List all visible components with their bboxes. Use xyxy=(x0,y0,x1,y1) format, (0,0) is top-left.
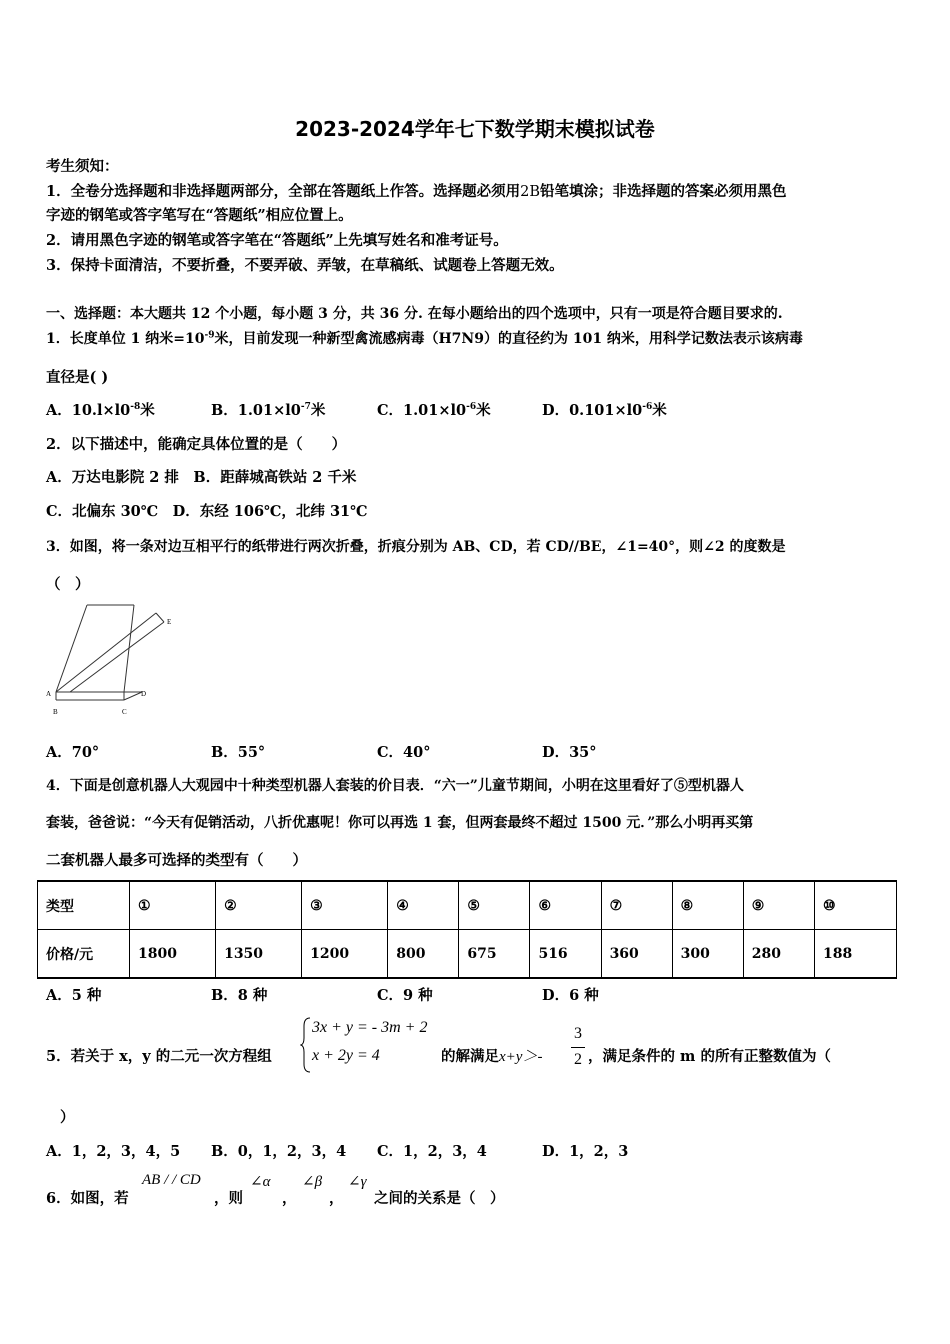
notice-item-1 xyxy=(46,180,786,201)
q5-mid xyxy=(441,1045,542,1066)
table-cell: ⑩ xyxy=(815,881,897,930)
q1-option-b xyxy=(211,399,325,420)
q3-stem: 3．如图，将一条对边互相平行的纸带进行两次折叠，折痕分别为 AB、CD，若 CD//BE，∠1=40°，则∠2 的度数是 xyxy=(46,539,786,555)
table-cell: 1800 xyxy=(130,930,216,979)
table-cell: ④ xyxy=(388,881,459,930)
table-cell: ⑥ xyxy=(530,881,601,930)
table-cell: ① xyxy=(130,881,216,930)
table-cell: 188 xyxy=(815,930,897,979)
q3-option-c: C．40° xyxy=(377,744,431,761)
q2-options-cd: C．北偏东 30℃ D．东经 106℃，北纬 31℃ xyxy=(46,503,368,520)
table-cell: ⑦ xyxy=(601,881,672,930)
q6-angle-gamma: ∠γ xyxy=(348,1174,367,1190)
q5-option-b: B．0，1，2，3，4 xyxy=(211,1143,347,1160)
table-cell: ③ xyxy=(302,881,388,930)
q1-option-c xyxy=(377,399,491,420)
q1-option-d-exp: -6 xyxy=(642,402,653,413)
q5-tail: ，满足条件的 m 的所有正整数值为（ xyxy=(588,1048,831,1065)
table-row xyxy=(38,881,897,930)
q1-option-b-unit: 米 xyxy=(310,402,326,419)
q1-option-a-unit: 米 xyxy=(140,402,155,419)
q5-option-d: D．1，2，3 xyxy=(542,1143,629,1160)
q4-stem-cont: 套装，爸爸说：“今天有促销活动，八折优惠呢！你可以再选 1 套，但两套最终不超过 1500 元．”那么小明再买第 xyxy=(46,815,754,831)
q1-option-d-text: D．0.101×l0 xyxy=(542,402,643,419)
q5-option-c: C．1，2，3，4 xyxy=(377,1143,487,1160)
q5-equation-1: 3x + y = - 3m + 2 xyxy=(312,1019,428,1036)
q1-option-d xyxy=(542,399,667,420)
q1-option-b-text: B．1.01×l0 xyxy=(211,402,301,419)
section-1-heading: 一、选择题：本大题共 12 个小题，每小题 3 分，共 36 分. 在每小题给出的四个选项中，只有一项是符合题目要求的. xyxy=(46,306,783,322)
notice-item-3: 3．保持卡面清洁，不要折叠，不要弄破、弄皱，在草稿纸、试题卷上答题无效。 xyxy=(46,257,564,274)
q4-option-d: D．6 种 xyxy=(542,987,599,1004)
table-cell: 280 xyxy=(743,930,814,979)
q2-options-ab: A．万达电影院 2 排 B．距薛城高铁站 2 千米 xyxy=(46,469,357,486)
notice-item-1-c: 铅笔填涂；非选择题的答案必须用黑色 xyxy=(539,183,787,200)
notice-item-1-a: 1．全卷分选择题和非选择题两部分，全部在答题纸上作答。选择题必须用 xyxy=(46,183,521,200)
q5-option-a: A．1，2，3，4，5 xyxy=(46,1143,181,1160)
table-cell: 300 xyxy=(672,930,743,979)
table-cell: ② xyxy=(216,881,302,930)
notice-item-1-cont: 字迹的钢笔或答字笔写在“答题纸”相应位置上。 xyxy=(46,207,353,224)
q6-comma-2: ， xyxy=(329,1190,344,1207)
table-cell: ⑤ xyxy=(459,881,530,930)
q4-option-b: B．8 种 xyxy=(211,987,268,1004)
q4-option-c: C．9 种 xyxy=(377,987,433,1004)
q3-option-d: D．35° xyxy=(542,744,597,761)
table-cell: 1200 xyxy=(302,930,388,979)
table-cell: 1350 xyxy=(216,930,302,979)
q4-stem: 4．下面是创意机器人大观园中十种类型机器人套装的价目表．“六一”儿童节期间，小明在这里看好了⑤型机器人 xyxy=(46,778,744,794)
q1-stem xyxy=(46,328,803,348)
q1-option-b-exp: -7 xyxy=(300,402,311,413)
q1-stem-cont: 直径是( ) xyxy=(46,369,109,386)
q3-paren: （ ） xyxy=(46,576,90,593)
q6-relation: AB / / CD xyxy=(142,1172,201,1188)
q3-label-c: C xyxy=(122,708,127,716)
q5-condition: x+y＞- xyxy=(499,1049,543,1065)
q3-label-a: A xyxy=(46,690,52,698)
q6-angle-alpha: ∠α xyxy=(250,1174,271,1190)
table-cell: 360 xyxy=(601,930,672,979)
q1-option-d-unit: 米 xyxy=(652,402,667,419)
q3-option-a: A．70° xyxy=(46,744,100,761)
table-cell: 516 xyxy=(530,930,601,979)
table-row xyxy=(38,930,897,979)
q3-label-b: B xyxy=(53,708,58,716)
notice-heading: 考生须知： xyxy=(46,158,119,175)
table-cell: ⑨ xyxy=(743,881,814,930)
q5-close-paren: ） xyxy=(60,1109,75,1126)
q1-option-a-text: A．10.l×l0 xyxy=(46,402,131,419)
q5-fraction-denominator: 2 xyxy=(574,1051,582,1068)
q3-label-e: E xyxy=(167,618,172,626)
q6-tail: 之间的关系是（ ） xyxy=(374,1190,505,1207)
q5-stem: 5．若关于 x，y 的二元一次方程组 xyxy=(46,1048,272,1065)
table-header-cell: 价格/元 xyxy=(38,930,130,979)
q5-fraction-numerator: 3 xyxy=(574,1025,582,1042)
q5-brace xyxy=(300,1016,312,1074)
table-cell: 675 xyxy=(459,930,530,979)
q1-option-c-unit: 米 xyxy=(476,402,491,419)
q1-stem-b: 米，目前发现一种新型禽流感病毒（H7N9）的直径约为 101 纳米，用科学记数法表示该病毒 xyxy=(214,331,803,347)
notice-item-1-b: 2B xyxy=(520,184,540,200)
q6-stem: 6．如图，若 xyxy=(46,1190,129,1207)
q6-then: ，则 xyxy=(214,1190,243,1207)
q1-option-a xyxy=(46,399,155,420)
q3-label-d: D xyxy=(141,690,147,698)
q6-comma-1: ， xyxy=(282,1190,297,1207)
q4-stem-cont-2: 二套机器人最多可选择的类型有（ ） xyxy=(46,852,307,869)
q3-figure xyxy=(44,600,184,720)
q1-exp: -9 xyxy=(204,330,215,341)
table-cell: ⑧ xyxy=(672,881,743,930)
q3-option-b: B．55° xyxy=(211,744,266,761)
q5-equation-2: x + 2y = 4 xyxy=(312,1047,380,1064)
q6-angle-beta: ∠β xyxy=(302,1174,323,1190)
q5-fraction-bar xyxy=(571,1047,585,1048)
table-cell: 800 xyxy=(388,930,459,979)
q1-option-c-text: C．1.01×l0 xyxy=(377,402,467,419)
page-title: 2023-2024学年七下数学期末模拟试卷 xyxy=(295,117,655,141)
q1-option-a-exp: -8 xyxy=(130,402,141,413)
notice-item-2: 2．请用黑色字迹的钢笔或答字笔在“答题纸”上先填写姓名和准考证号。 xyxy=(46,232,508,249)
price-table xyxy=(37,880,897,979)
q1-stem-a: 1．长度单位 1 纳米=10 xyxy=(46,331,205,347)
q4-option-a: A．5 种 xyxy=(46,987,102,1004)
q2-stem: 2．以下描述中，能确定具体位置的是（ ） xyxy=(46,436,347,453)
q5-mid-text: 的解满足 xyxy=(441,1048,499,1065)
table-header-cell: 类型 xyxy=(38,881,130,930)
q1-option-c-exp: -6 xyxy=(466,402,477,413)
